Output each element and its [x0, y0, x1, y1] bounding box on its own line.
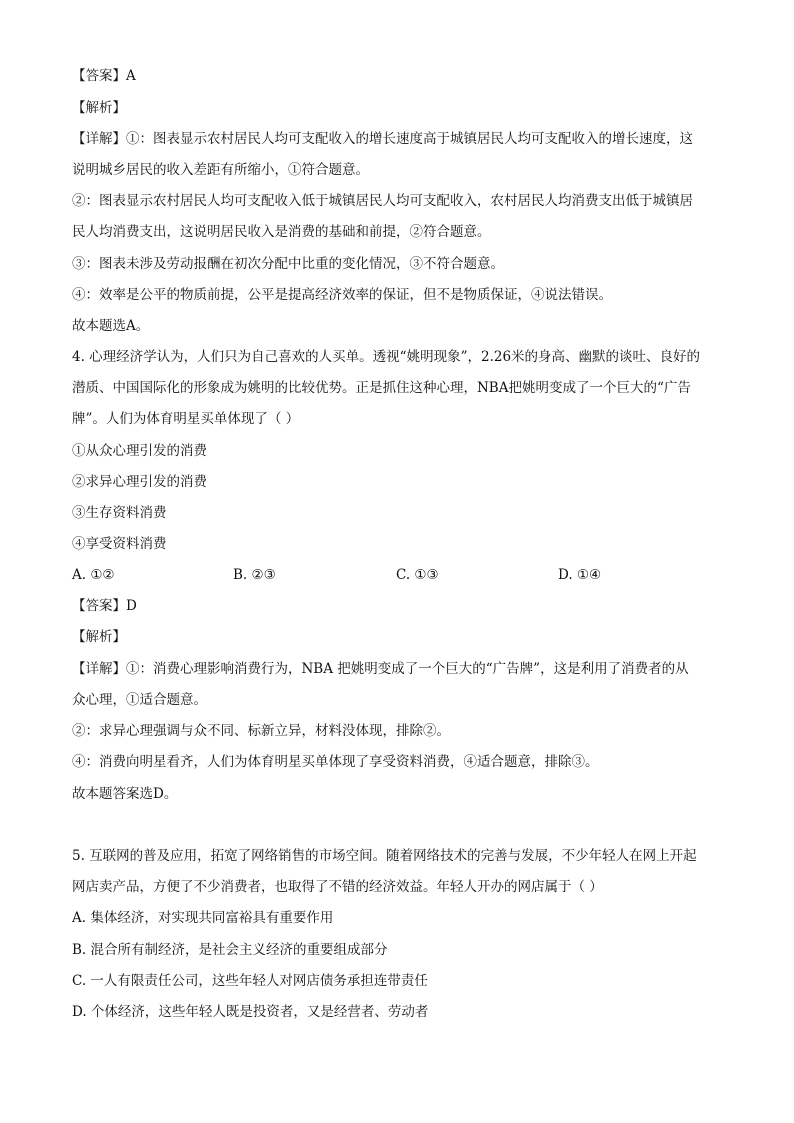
q3-answer: 【答案】A: [72, 68, 136, 84]
q4-option-d: D. ①④: [558, 567, 602, 583]
q4-option-b: B. ②③: [233, 567, 276, 583]
q4-statement: ④享受资料消费: [72, 536, 167, 552]
q3-detail-line: ③：图表未涉及劳动报酬在初次分配中比重的变化情况，③不符合题意。: [72, 256, 504, 272]
q3-detail-line: ②：图表显示农村居民人均可支配收入低于城镇居民人均可支配收入，农村居民人均消费支出低于城镇居: [72, 193, 693, 209]
q5-stem-line: 网店卖产品，方便了不少消费者，也取得了不错的经济效益。年轻人开办的网店属于（ ）: [72, 879, 603, 895]
q4-statement: ①从众心理引发的消费: [72, 443, 207, 459]
q4-statement: ②求异心理引发的消费: [72, 474, 207, 490]
q4-detail-line: ④：消费向明星看齐，人们为体育明星买单体现了享受资料消费，④适合题意，排除③。: [72, 754, 599, 770]
q5-stem-line: 5. 互联网的普及应用，拓宽了网络销售的市场空间。随着网络技术的完善与发展，不少年轻人在网上开起: [72, 848, 697, 864]
q4-detail-line: 【详解】①：消费心理影响消费行为，NBA 把姚明变成了一个巨大的“广告牌”，这是利用了消费者的从: [72, 661, 689, 677]
q3-detail-line: 【详解】①：图表显示农村居民人均可支配收入的增长速度高于城镇居民人均可支配收入的增长速度，这: [72, 131, 693, 147]
q5-option-a: A. 集体经济，对实现共同富裕具有重要作用: [72, 910, 334, 926]
q3-analysis-label: 【解析】: [72, 100, 126, 116]
q3-detail-line: 故本题选A。: [72, 318, 150, 334]
q3-detail-line: ④：效率是公平的物质前提，公平是提高经济效率的保证，但不是物质保证，④说法错误。: [72, 287, 612, 303]
q4-statement: ③生存资料消费: [72, 505, 167, 521]
q4-stem-line: 牌”。人们为体育明星买单体现了（ ）: [72, 411, 300, 427]
q3-detail-line: 民人均消费支出，这说明居民收入是消费的基础和前提，②符合题意。: [72, 224, 491, 240]
q5-option-d: D. 个体经济，这些年轻人既是投资者，又是经营者、劳动者: [72, 1004, 429, 1020]
q4-detail-line: 众心理，①适合题意。: [72, 692, 207, 708]
q4-stem-line: 潜质、中国国际化的形象成为姚明的比较优势。正是抓住这种心理，NBA把姚明变成了一个巨大的“广告: [72, 380, 691, 396]
q4-stem-line: 4. 心理经济学认为，人们只为自己喜欢的人买单。透视“姚明现象”，2.26米的身高、幽默的谈吐、良好的: [72, 349, 701, 365]
q4-detail-line: 故本题答案选D。: [72, 786, 178, 802]
q5-option-c: C. 一人有限责任公司，这些年轻人对网店债务承担连带责任: [72, 973, 428, 989]
q4-option-a: A. ①②: [72, 567, 115, 583]
q3-detail-line: 说明城乡居民的收入差距有所缩小，①符合题意。: [72, 162, 369, 178]
q4-answer: 【答案】D: [72, 598, 137, 614]
q4-detail-line: ②：求异心理强调与众不同、标新立异，材料没体现，排除②。: [72, 723, 450, 739]
q4-analysis-label: 【解析】: [72, 629, 126, 645]
q5-option-b: B. 混合所有制经济，是社会主义经济的重要组成部分: [72, 942, 388, 958]
q4-option-c: C. ①③: [396, 567, 439, 583]
